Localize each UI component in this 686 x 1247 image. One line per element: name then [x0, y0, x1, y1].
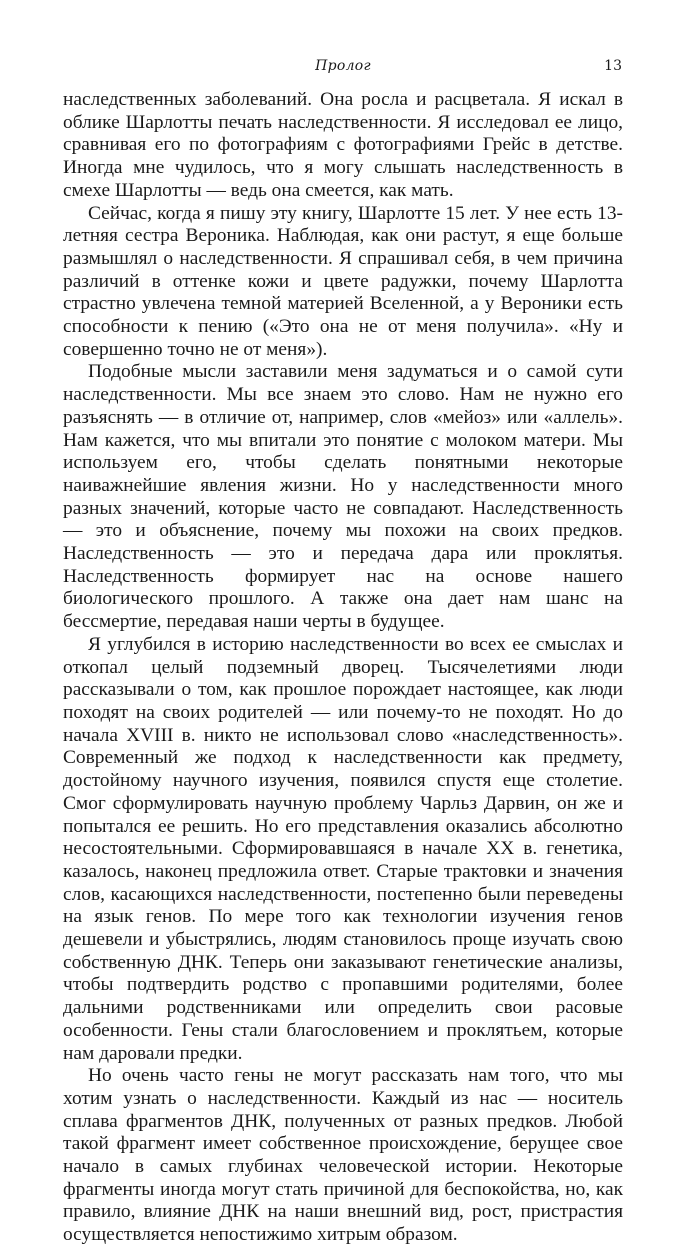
- paragraph-2: Сейчас, когда я пишу эту книгу, Шарлотте 15 лет. У нее есть 13-летняя сестра Вероника. Наблюдая, как они растут, я еще больше размышлял о наследственности. Я спрашивал себя, в чем причина различий в оттенке кожи и цвете радужки, почему Шарлотта страстно увлечена темной материей Вселенной, а у Вероники есть способности к пению («Это она не от меня получила». «Ну и совершенно точно не от меня»).: [63, 202, 623, 360]
- paragraph-3: Подобные мысли заставили меня задуматься и о самой сути наследственности. Мы все знаем это слово. Нам не нужно его разъяснять — в отличие от, например, слов «мейоз» или «аллель». Нам кажется, что мы впитали это понятие с молоком матери. Мы используем его, чтобы сделать понятными некоторые наиважнейшие явления жизни. Но у наследственности много разных значений, которые часто не совпадают. Наследственность — это и объяснение, почему мы похожи на своих предков. Наследственность — это и передача дара или проклятья. Наследственность формирует нас на основе нашего биологического прошлого. А также она дает нам шанс на бессмертие, передавая наши черты в будущее.: [63, 361, 623, 633]
- paragraph-1: наследственных заболеваний. Она росла и расцветала. Я искал в облике Шарлотты печать наследственности. Я исследовал ее лицо, сравнивая его по фотографиям с фотографиями Грейс в детстве. Иногда мне чудилось, что я могу слышать наследственность в смехе Шарлотты — ведь она смеется, как мать.: [63, 89, 623, 201]
- body-text: [63, 89, 623, 1247]
- paragraph-4: Я углубился в историю наследственности во всех ее смыслах и откопал целый подземный дворец. Тысячелетиями люди рассказывали о том, как прошлое порождает настоящее, как люди походят на своих родителей — или почему-то не походят. Но до начала XVIII в. никто не использовал слово «наследственность». Современный же подход к наследственности как предмету, достойному научного изучения, появился спустя еще столетие. Смог сформулировать научную проблему Чарльз Дарвин, он же и попытался ее решить. Но его представления оказались абсолютно несостоятельными. Сформировавшаяся в начале XX в. генетика, казалось, наконец предложила ответ. Старые трактовки и значения слов, касающихся наследственности, постепенно были переведены на язык генов. По мере того как технологии изучения генов дешевели и убыстрялись, людям становилось проще изучать свою собственную ДНК. Теперь они заказывают генетические анализы, чтобы подтвердить родство с пропавшими родителями, более дальними родственниками или определить свои расовые особенности. Гены стали благословением и проклятьем, которые нам даровали предки.: [63, 633, 623, 1064]
- running-title: Пролог: [315, 58, 371, 74]
- paragraph-5: Но очень часто гены не могут рассказать нам того, что мы хотим узнать о наследственности. Каждый из нас — носитель сплава фрагментов ДНК, полученных от разных предков. Любой такой фрагмент имеет собственное происхождение, берущее свое начало в самых глубинах человеческой истории. Некоторые фрагменты иногда могут стать причиной для беспокойства, но, как правило, влияние ДНК на наши внешний вид, рост, пристрастия осуществляется непостижимо хитрым образом.: [63, 1065, 623, 1246]
- page-number: 13: [604, 58, 622, 74]
